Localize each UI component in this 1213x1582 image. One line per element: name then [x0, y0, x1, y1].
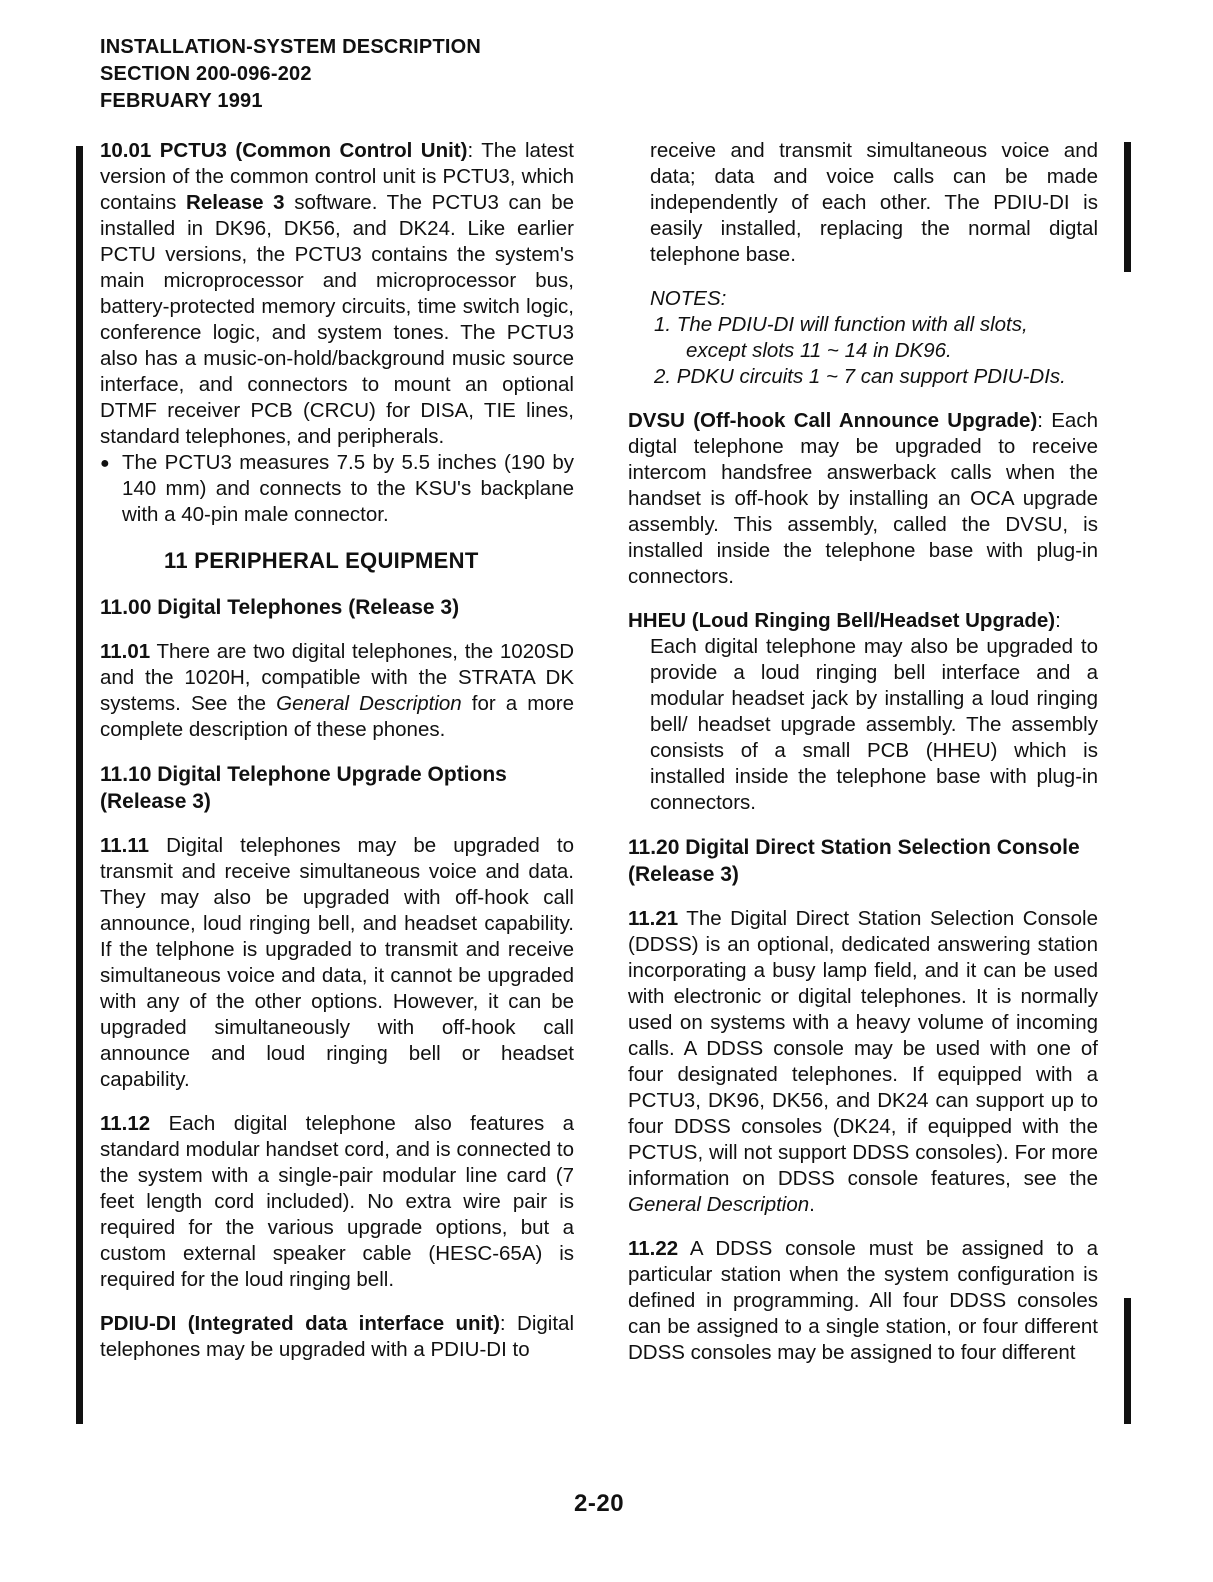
release-label: Release 3 [186, 191, 285, 214]
paragraph-11-01: 11.01 There are two digital telephones, the 1020SD and the 1020H, compatible with the STRATA DK systems. See the General Description for a more complete description of these phones. [100, 640, 574, 741]
heading-11-20: 11.20 Digital Direct Station Selection Console (Release 3) [628, 836, 1080, 886]
right-column [628, 138, 1098, 1366]
header-title: INSTALLATION-SYSTEM DESCRIPTION [100, 36, 482, 58]
paragraph-11-21: 11.21 The Digital Direct Station Selection Console (DDSS) is an optional, dedicated answering station incorporating a busy lamp field, and it can be used with electronic or digital telephones. It is normally used on systems with a heavy volume of incoming calls. A DDSS console may be used with one of four designated telephones. If equipped with a PCTU3, DK96, DK56, and DK24 can support up to four DDSS consoles (DK24, if equipped with the PCTUS, will not support DDSS consoles). For more information on DDSS console features, see the General Description. [628, 907, 1098, 1216]
left-column [100, 138, 574, 1363]
reference-title: General Description [276, 692, 462, 715]
paragraph-dvsu: DVSU (Off-hook Call Announce Upgrade): Each digtal telephone may be upgraded to receive intercom handsfree answerback calls when the handset is off-hook by installing an OCA upgrade assembly. This assembly, called the DVSU, is installed inside the telephone base with plug-in connectors. [628, 409, 1098, 588]
notes-title: NOTES: [650, 287, 727, 310]
paragraph-hheu-heading: HHEU (Loud Ringing Bell/Headset Upgrade): [628, 609, 1061, 632]
paragraph-hheu: Each digital telephone may also be upgraded to provide a loud ringing bell interface and a modular headset jack by installing a loud ringing bell/ headset upgrade assembly. The assembly consists of a small PCB (HHEU) which is installed inside the telephone base with plug-in connectors. [650, 635, 1098, 814]
paragraph-heading: HHEU (Loud Ringing Bell/Headset Upgrade) [628, 609, 1056, 632]
heading-11-00: 11.00 Digital Telephones (Release 3) [100, 596, 460, 619]
header-section: SECTION 200-096-202 [100, 63, 312, 85]
paragraph-11-11: 11.11 Digital telephones may be upgraded to transmit and receive simultaneous voice and data. They may also be upgraded with off-hook call announce, loud ringing bell, and headset capability. If the telphone is upgraded to transmit and receive simultaneous voice and data, it cannot be upgraded with any of the other options. However, it can be upgraded simultaneously with off-hook call announce and loud ringing bell or headset capability. [100, 834, 574, 1091]
note-2: 2. PDKU circuits 1 ~ 7 can support PDIU-DIs. [654, 365, 1066, 388]
bullet-item: ● The PCTU3 measures 7.5 by 5.5 inches (190 by 140 mm) and connects to the KSU's backplane with a 40-pin male connector. [100, 451, 574, 526]
change-bar-right-bottom [1124, 1298, 1131, 1424]
paragraph-10-01: 10.01 PCTU3 (Common Control Unit): The latest version of the common control unit is PCTU3, which contains Release 3 software. The PCTU3 can be installed in DK96, DK56, and DK24. Like earlier PCTU versions, the PCTU3 contains the system's main microprocessor and microprocessor bus, battery-protected memory circuits, time switch logic, conference logic, and system tones. The PCTU3 also has a music-on-hold/background music source interface, and connectors to mount an optional DTMF receiver PCB (CRCU) for DISA, TIE lines, standard telephones, and peripherals. [100, 139, 574, 448]
paragraph-11-22: 11.22 A DDSS console must be assigned to a particular station when the system configuration is defined in programming. All four DDSS consoles can be assigned to a single station, or four different DDSS consoles may be assigned to four different [628, 1237, 1098, 1364]
bullet-icon: ● [100, 455, 110, 472]
paragraph-pdiu-continued: receive and transmit simultaneous voice and data; data and voice calls can be made independently of each other. The PDIU-DI is easily installed, replacing the normal digtal telephone base. [650, 139, 1098, 266]
paragraph-heading: PDIU-DI (Integrated data interface unit) [100, 1312, 500, 1335]
page-header [100, 34, 481, 115]
change-bar-right-top [1124, 142, 1131, 272]
paragraph-number: 10.01 [100, 139, 152, 162]
note-1: 1. The PDIU-DI will function with all slots, [654, 313, 1028, 336]
header-date: FEBRUARY 1991 [100, 90, 263, 112]
reference-title: General Description [628, 1193, 810, 1216]
section-heading: 11 PERIPHERAL EQUIPMENT [164, 548, 479, 573]
paragraph-pdiu-di: PDIU-DI (Integrated data interface unit): Digital telephones may be upgraded with a PDIU-DI to [100, 1312, 575, 1361]
note-1-continued: except slots 11 ~ 14 in DK96. [686, 339, 952, 362]
paragraph-heading: DVSU (Off-hook Call Announce Upgrade) [628, 409, 1038, 432]
page-number: 2-20 [574, 1490, 625, 1517]
paragraph-heading: PCTU3 (Common Control Unit) [159, 139, 468, 162]
change-bar-left [76, 146, 83, 1424]
heading-11-10: 11.10 Digital Telephone Upgrade Options (Release 3) [100, 763, 507, 813]
paragraph-11-12: 11.12 Each digital telephone also features a standard modular handset cord, and is connected to the system with a single-pair modular line card (7 feet length cord included). No extra wire pair is required for the various upgrade options, but a custom external speaker cable (HESC-65A) is required for the loud ringing bell. [100, 1112, 574, 1291]
